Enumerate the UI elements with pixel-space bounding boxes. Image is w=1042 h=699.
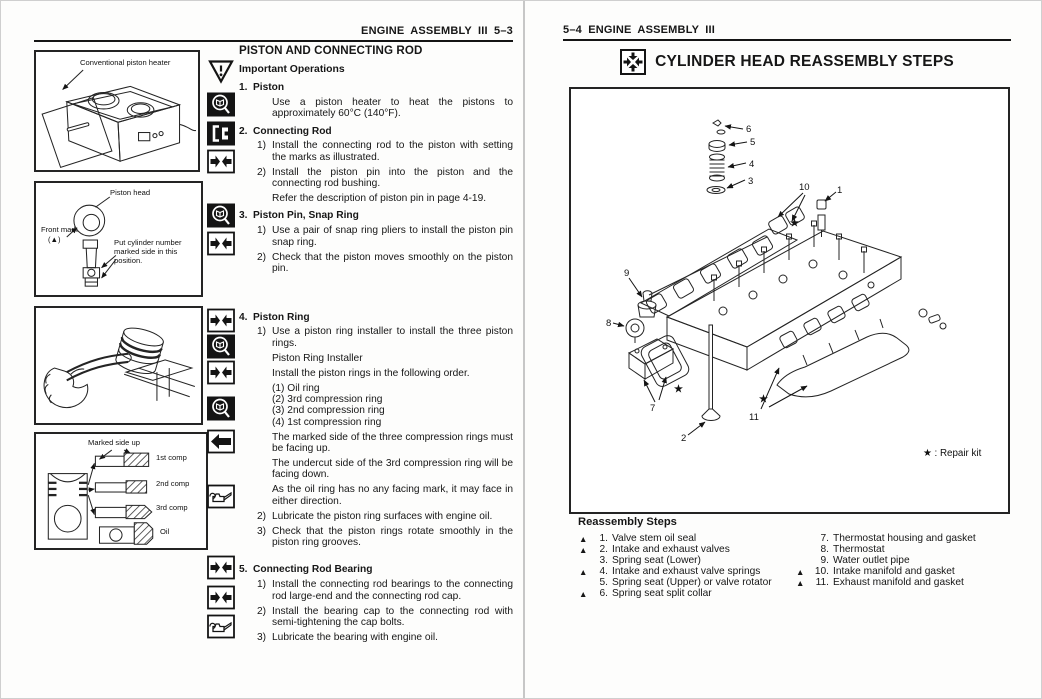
section-heading: Piston Ring xyxy=(253,311,310,323)
right-title-row xyxy=(563,49,1011,75)
callout-8: 8 xyxy=(606,318,612,329)
label-3rd-comp: 3rd comp xyxy=(156,503,188,512)
ring-order-item: (1) Oil ring xyxy=(272,382,320,394)
repair-kit-star: ★ xyxy=(790,218,799,229)
step-text: Spring seat (Upper) or valve rotator xyxy=(612,576,772,588)
item-text: Lubricate the bearing with engine oil. xyxy=(272,631,438,643)
section-heading: Connecting Rod Bearing xyxy=(253,564,373,576)
step-number: 8. xyxy=(820,543,829,555)
item-number: 3) xyxy=(257,525,267,537)
label-cylinder-number-note: Put cylinder number marked side in this position. xyxy=(114,238,182,265)
assemble-arrows-icon xyxy=(207,555,235,580)
section-number: 4. xyxy=(239,311,248,323)
special-tool-icon xyxy=(207,121,235,146)
paragraph: Piston Ring Installer xyxy=(272,352,363,364)
section-connecting-rod xyxy=(239,126,513,205)
callout-10: 10 xyxy=(799,182,810,193)
step-text: Valve stem oil seal xyxy=(612,533,697,544)
ring-order-item: (4) 1st compression ring xyxy=(272,416,382,428)
reassembly-steps-right-column xyxy=(796,534,1018,589)
ring-order-item: (2) 3rd compression ring xyxy=(272,393,383,405)
ring-order-item: (3) 2nd compression ring xyxy=(272,405,385,417)
paragraph: Refer the description of piston pin in page 4-19. xyxy=(272,193,487,205)
step-text: Thermostat xyxy=(833,543,885,555)
important-operations-heading: Important Operations xyxy=(239,64,345,76)
step-text: Spring seat split collar xyxy=(612,587,712,599)
figure-ring-order xyxy=(34,432,208,550)
inspect-icon xyxy=(207,396,235,421)
callout-9: 9 xyxy=(624,268,630,279)
figure-piston-heater xyxy=(34,50,200,172)
list-item xyxy=(579,589,837,600)
step-number: 7. xyxy=(820,533,829,544)
left-text-column xyxy=(239,45,513,643)
callout-2: 2 xyxy=(681,433,687,444)
left-running-head-text: ENGINE ASSEMBLY III 5–3 xyxy=(361,25,513,37)
paragraph: The marked side of the three compression rings must be facing up. xyxy=(272,431,513,455)
inspect-icon xyxy=(207,203,235,228)
section-number: 3. xyxy=(239,210,248,222)
step-number: 2. xyxy=(599,543,608,555)
callout-5: 5 xyxy=(750,137,756,148)
cylinder-head-block xyxy=(667,221,901,370)
repair-kit-note: ★ : Repair kit xyxy=(923,448,982,459)
section-heading: Piston Pin, Snap Ring xyxy=(253,210,359,222)
step-text: Water outlet pipe xyxy=(833,554,910,566)
ring-installer-drawing xyxy=(36,308,201,423)
paragraph: The undercut side of the 3rd compression ring will be facing down. xyxy=(272,457,513,481)
item-text: Lubricate the piston ring surfaces with engine oil. xyxy=(272,510,493,522)
figure-ring-installer xyxy=(34,306,203,425)
assemble-arrows-icon xyxy=(207,585,235,610)
step-text: Intake manifold and gasket xyxy=(833,565,955,577)
step-marker: ▲ xyxy=(579,544,588,555)
section-number: 5. xyxy=(239,564,248,576)
section-number: 2. xyxy=(239,125,248,137)
label-2nd-comp: 2nd comp xyxy=(156,479,190,488)
oil-icon xyxy=(207,614,235,639)
figure-piston-head-marks xyxy=(34,181,203,297)
repair-kit-star: ★ xyxy=(759,394,768,405)
assemble-arrows-icon xyxy=(207,360,235,385)
item-text: Install the connecting rod bearings to the connecting rod large-end and the connecting rod cap. xyxy=(272,579,513,602)
item-text: Install the piston pin into the piston and the connecting rod bushing. xyxy=(272,166,513,190)
item-number: 2) xyxy=(257,510,267,522)
label-1st-comp: 1st comp xyxy=(156,453,187,462)
figure-caption-piston-heater: Conventional piston heater xyxy=(80,58,171,67)
item-text: Check that the piston moves smoothly on the piston pin. xyxy=(272,251,513,275)
step-number: 10. xyxy=(814,565,829,577)
cylinder-head-exploded-diagram xyxy=(569,87,1010,514)
paragraph: As the oil ring has no any facing mark, it may face in either direction. xyxy=(272,484,513,507)
step-marker: ▲ xyxy=(579,534,588,544)
list-item xyxy=(796,567,1018,578)
intake-manifold xyxy=(641,206,805,316)
section-heading: Connecting Rod xyxy=(253,125,332,137)
item-text: Use a pair of snap ring pliers to install the piston pin snap ring. xyxy=(272,225,513,248)
step-number: 3. xyxy=(599,554,608,566)
step-marker xyxy=(579,556,592,567)
item-text: Check that the piston rings rotate smoothly in the piston ring grooves. xyxy=(272,525,513,548)
label-marked-side-up: Marked side up xyxy=(88,438,140,447)
step-text: Intake and exhaust valves xyxy=(612,543,730,555)
section-piston-ring xyxy=(239,312,513,549)
item-text: Install the connecting rod to the piston with setting the marks as illustrated. xyxy=(272,140,513,163)
assemble-arrows-icon xyxy=(207,149,235,174)
right-running-head xyxy=(563,24,1011,41)
step-marker xyxy=(579,578,592,589)
step-number: 6. xyxy=(599,587,608,599)
label-oil-ring: Oil xyxy=(160,527,170,536)
item-text: Use a piston ring installer to install the three piston rings. xyxy=(272,326,513,349)
inspect-icon xyxy=(207,334,235,359)
callout-11: 11 xyxy=(749,412,759,423)
inspect-icon xyxy=(207,92,235,117)
step-text: Thermostat housing and gasket xyxy=(833,533,976,544)
paragraph: Use a piston heater to heat the pistons to approximately 60°C (140°F). xyxy=(272,96,513,120)
step-marker xyxy=(796,534,809,545)
page-divider xyxy=(523,1,525,699)
item-number: 1) xyxy=(257,140,267,152)
step-number: 9. xyxy=(820,554,829,566)
paragraph: Install the piston rings in the following order. xyxy=(272,367,470,379)
callout-4: 4 xyxy=(749,159,755,170)
label-front-mark-symbol: (▲) xyxy=(48,235,61,244)
direction-arrow-icon xyxy=(207,429,235,454)
piston-heater-drawing xyxy=(36,52,198,170)
exhaust-manifold xyxy=(777,293,946,397)
step-number: 5. xyxy=(599,576,608,588)
section-piston-pin-snap-ring xyxy=(239,210,513,274)
item-number: 2) xyxy=(257,251,267,263)
item-text: Install the bearing cap to the connecting rod with semi-tightening the cap bolts. xyxy=(272,605,513,628)
section-piston xyxy=(239,82,513,120)
warning-triangle-icon xyxy=(207,59,235,84)
step-marker xyxy=(796,545,809,556)
label-piston-head: Piston head xyxy=(110,188,151,197)
assemble-arrows-icon xyxy=(207,308,235,333)
callout-3: 3 xyxy=(748,176,754,187)
section-connecting-rod-bearing xyxy=(239,564,513,643)
thermostat-housing xyxy=(629,333,691,389)
left-running-head xyxy=(34,25,513,42)
section-heading: Piston xyxy=(253,81,285,93)
step-marker: ▲ xyxy=(796,566,805,577)
item-number: 1) xyxy=(257,326,267,338)
step-number: 1. xyxy=(599,533,608,544)
repair-kit-star: ★ xyxy=(674,384,683,395)
step-text: Exhaust manifold and gasket xyxy=(833,576,964,588)
item-number: 1) xyxy=(257,225,267,237)
oil-icon xyxy=(207,484,235,509)
exploded-view-drawing xyxy=(571,89,1008,512)
step-text: Intake and exhaust valve springs xyxy=(612,565,761,577)
reassembly-steps-heading: Reassembly Steps xyxy=(578,516,677,528)
step-number: 4. xyxy=(599,565,608,577)
step-marker xyxy=(796,556,809,567)
assemble-arrows-icon xyxy=(207,231,235,256)
item-number: 2) xyxy=(257,605,267,617)
list-item xyxy=(796,534,1018,545)
callout-7: 7 xyxy=(650,403,656,414)
section-number: 1. xyxy=(239,81,248,93)
callout-6: 6 xyxy=(746,124,752,135)
page-title: PISTON AND CONNECTING ROD xyxy=(239,44,423,57)
right-running-head-text: 5–4 ENGINE ASSEMBLY III xyxy=(563,24,715,36)
step-marker: ▲ xyxy=(579,566,588,577)
item-number: 2) xyxy=(257,166,267,178)
step-number: 11. xyxy=(815,576,829,588)
step-text: Spring seat (Lower) xyxy=(612,554,701,566)
step-marker: ▲ xyxy=(796,577,805,588)
list-item xyxy=(796,578,1018,589)
item-number: 1) xyxy=(257,579,267,591)
item-number: 3) xyxy=(257,631,267,643)
label-front-mark: Front mark xyxy=(41,225,78,234)
callout-1: 1 xyxy=(837,185,843,196)
right-page-title: CYLINDER HEAD REASSEMBLY STEPS xyxy=(655,53,954,70)
reassembly-icon xyxy=(620,49,646,75)
step-marker: ▲ xyxy=(579,588,588,599)
